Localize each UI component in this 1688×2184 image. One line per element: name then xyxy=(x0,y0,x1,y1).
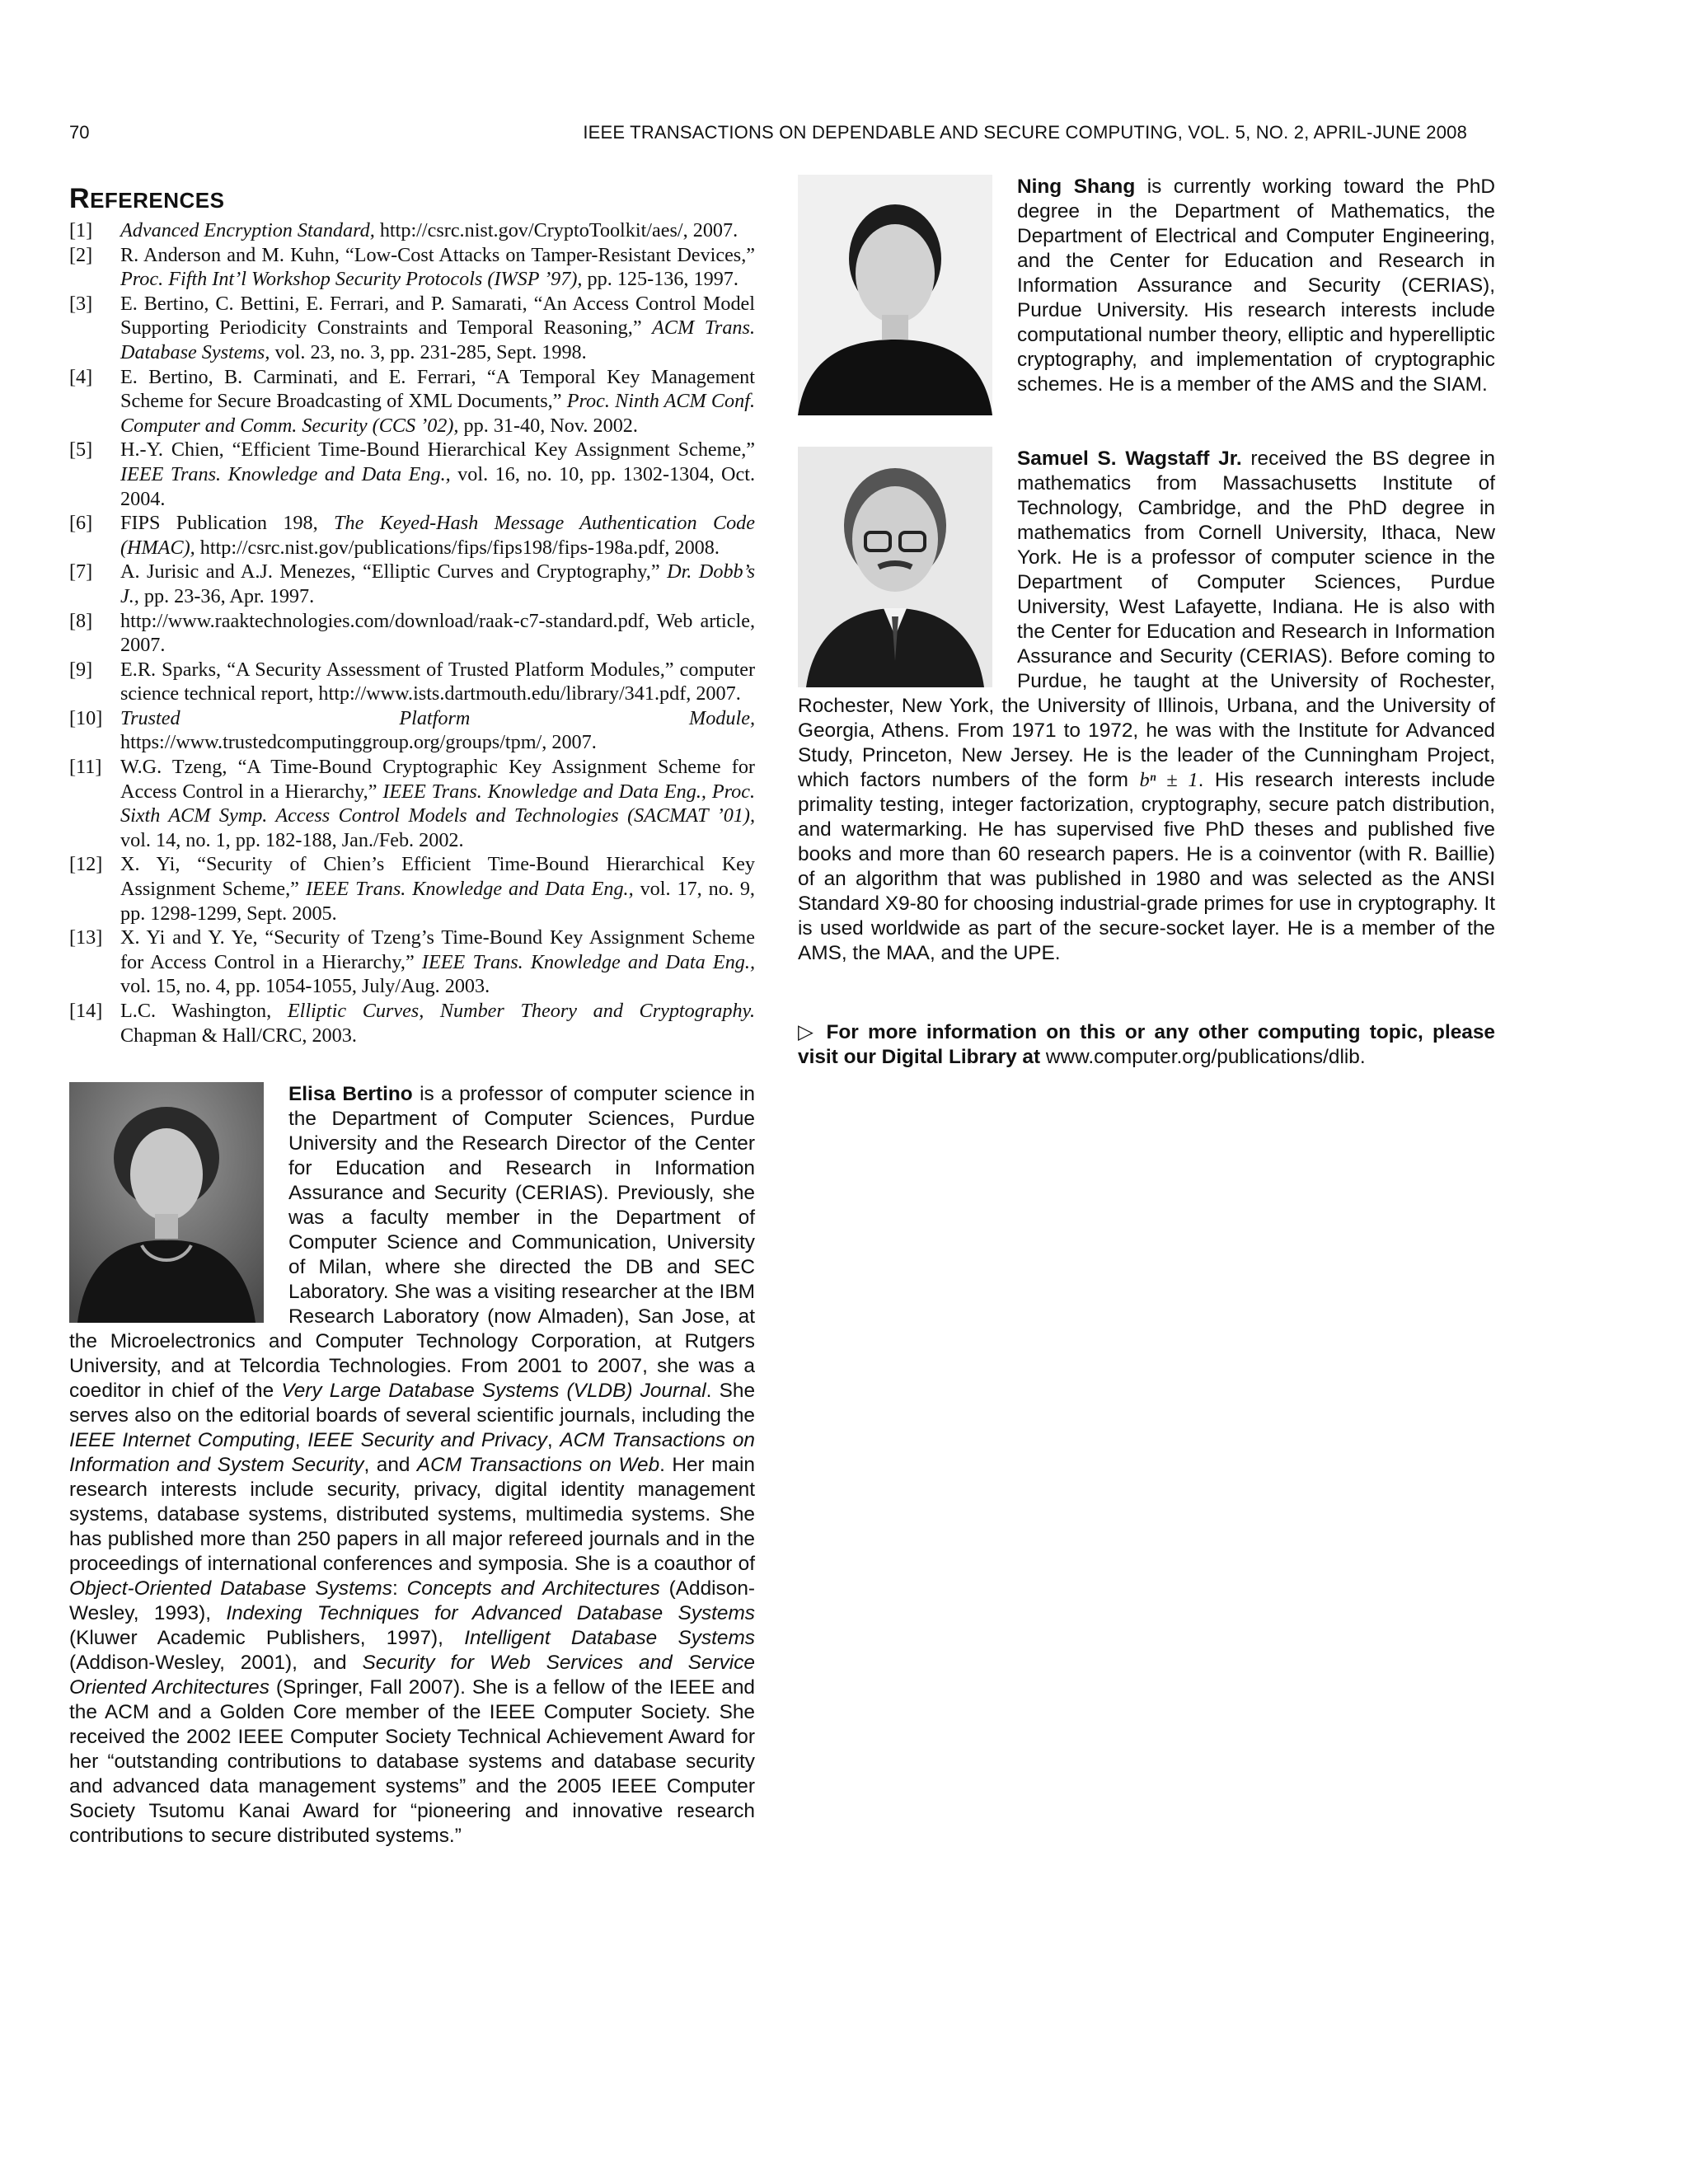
page-number: 70 xyxy=(69,122,90,143)
reference-item xyxy=(69,292,755,365)
text-run: pp. 125-136, 1997. xyxy=(582,268,738,291)
reference-number: [8] xyxy=(69,609,93,632)
reference-number: [6] xyxy=(69,512,93,535)
reference-text xyxy=(120,755,755,852)
reference-text xyxy=(120,292,755,365)
text-run: http://csrc.nist.gov/publications/fips/fips198/fips-198a.pdf, 2008. xyxy=(195,536,720,559)
text-run: Advanced Encryption Standard, xyxy=(120,219,375,241)
text-run: W.G. Tzeng, “A Time-Bound Cryptographic Key Assignment Scheme for Access Control in a Hierarchy,” xyxy=(120,756,755,803)
text-run: vol. 17, no. 9, pp. 1298-1299, Sept. 2005. xyxy=(120,878,755,925)
text-run: Trusted Platform Module, xyxy=(120,706,755,729)
reference-item xyxy=(69,511,755,560)
bio-elisa-bertino xyxy=(69,1082,755,1849)
text-run: received the BS degree in mathematics from Massachusetts Institute of Technology, Cambridge, and the PhD degree in mathematics from Cornell University, Ithaca, New York. He is a professor of computer science in the Department of Computer Sciences, Purdue University, West Lafayette, Indiana. He is also with the Center for Education and Research in Information Assurance and Security (CERIAS). Before coming to Purdue, he taught at the University of Rochester, Rochester, New York, the University of Illinois, Urbana, and the University of Georgia, Athens. From 1971 to 1972, he was with the Institute for Advanced Study, Princeton, New Jersey. He is the leader of the Cunningham Project, which factors numbers of the form xyxy=(798,448,1495,791)
text-run: Elliptic Curves, Number Theory and Cryptography. xyxy=(287,1000,755,1022)
text-run: Elisa Bertino xyxy=(288,1083,413,1106)
text-run: FIPS Publication 198, xyxy=(120,512,335,535)
reference-text xyxy=(120,243,755,292)
journal-title: IEEE TRANSACTIONS ON DEPENDABLE AND SECURE COMPUTING, VOL. 5, NO. 2, APRIL-JUNE 2008 xyxy=(583,122,1467,143)
text-run: H.-Y. Chien, “Efficient Time-Bound Hierarchical Key Assignment Scheme,” xyxy=(120,438,755,462)
text-run: is a professor of computer science in the Department of Computer Sciences, Purdue University and the Research Director of the Center for Education and Research in Information Assurance and Security (CERIAS). Previously, she was a faculty member in the Department of Computer Science and Communication, University of Milan, where she directed the DB and SEC Laboratory. She was a visiting researcher at the IBM Research Laboratory (now Almaden), San Jose, at the Microelectronics and Computer Technology Corporation, at Rutgers University, and at Telcordia Technologies. From 2001 to 2007, she was a coeditor in chief of the xyxy=(69,1083,755,1403)
reference-item xyxy=(69,365,755,438)
reference-list xyxy=(69,218,755,1047)
text-run: Proc. Fifth Int’l Workshop Security Protocols (IWSP ’97), xyxy=(120,268,583,291)
bio-ning-shang xyxy=(798,175,1495,419)
photo-ning-shang xyxy=(798,175,992,415)
reference-number: [11] xyxy=(69,756,102,779)
text-run: The Keyed-Hash Message Authentication Code (HMAC), xyxy=(120,512,756,559)
text-run: : xyxy=(392,1577,407,1601)
digital-library-text: For more information on this or any other computing topic, please visit our Digital Library at xyxy=(798,1021,1495,1068)
reference-item xyxy=(69,706,755,755)
text-run: (Addison-Wesley, 2001), and xyxy=(69,1652,363,1675)
reference-text xyxy=(120,852,755,926)
text-run: . She serves also on the editorial boards of several scientific journals, including the xyxy=(69,1380,756,1427)
text-run: IEEE Trans. Knowledge and Data Eng., Proc. Sixth ACM Symp. Access Control Models and Technologies (SACMAT ’01), xyxy=(120,780,755,827)
reference-text xyxy=(120,511,755,560)
text-run: (Kluwer Academic Publishers, 1997), xyxy=(69,1627,465,1650)
reference-item xyxy=(69,218,755,243)
reference-number: [9] xyxy=(69,658,93,681)
text-run: Dr. Dobb’s J., xyxy=(120,560,755,607)
reference-item xyxy=(69,438,755,511)
text-run: A. Jurisic and A.J. Menezes, “Elliptic Curves and Cryptography,” xyxy=(120,560,668,583)
text-run: Object-Oriented Database Systems xyxy=(69,1577,392,1601)
text-run: pp. 23-36, Apr. 1997. xyxy=(138,584,315,607)
reference-text xyxy=(120,999,755,1047)
reference-item xyxy=(69,755,755,852)
reference-number: [12] xyxy=(69,853,103,876)
digital-library-link[interactable]: www.computer.org/publications/dlib. xyxy=(1045,1046,1366,1068)
digital-library-note xyxy=(798,1020,1495,1070)
text-run: https://www.trustedcomputinggroup.org/groups/tpm/, 2007. xyxy=(120,731,597,754)
text-run: ACM Trans. Database Systems, xyxy=(120,316,755,363)
text-run: is currently working toward the PhD degree in the Department of Mathematics, the Department of Electrical and Computer Engineering, and the Center for Education and Research in Information Assurance and Security (CERIAS), Purdue University. His research interests include computational number theory, elliptic and hyperelliptic cryptography, and implementation of cryptographic schemes. He is a member of the AMS and the SIAM. xyxy=(1017,176,1496,396)
text-run: , xyxy=(294,1429,308,1452)
text-run: (Addison-Wesley, 1993), xyxy=(69,1577,756,1625)
reference-item xyxy=(69,658,755,706)
text-run: Very Large Database Systems (VLDB) Journal xyxy=(281,1380,706,1403)
reference-item xyxy=(69,560,755,608)
text-run: Security for Web Services and Service Oriented Architectures xyxy=(69,1652,755,1699)
text-run: Intelligent Database Systems xyxy=(464,1627,755,1650)
reference-text xyxy=(120,926,755,999)
text-run: http://csrc.nist.gov/CryptoToolkit/aes/, 2007. xyxy=(374,219,738,241)
text-run: Proc. Ninth ACM Conf. Computer and Comm. Security (CCS ’02), xyxy=(120,390,755,437)
reference-number: [3] xyxy=(69,292,93,315)
text-run: vol. 16, no. 10, pp. 1302-1304, Oct. 2004. xyxy=(120,462,755,510)
text-run: ACM Transactions on Web xyxy=(416,1454,660,1477)
reference-number: [5] xyxy=(69,438,93,462)
text-run: pp. 31-40, Nov. 2002. xyxy=(458,414,638,437)
text-run: Concepts and Architectures xyxy=(406,1577,660,1601)
text-run: vol. 23, no. 3, pp. 231-285, Sept. 1998. xyxy=(270,340,587,363)
running-header xyxy=(69,122,1467,150)
text-run: Chapman & Hall/CRC, 2003. xyxy=(120,1024,357,1047)
text-run: X. Yi, “Security of Chien’s Efficient Time-Bound Hierarchical Key Assignment Scheme,” xyxy=(120,853,755,901)
text-run: L.C. Washington, xyxy=(120,1000,288,1022)
text-run: IEEE Trans. Knowledge and Data Eng., xyxy=(421,950,755,973)
reference-text xyxy=(120,706,755,755)
text-run: E.R. Sparks, “A Security Assessment of Trusted Platform Modules,” computer science technical report, http://www.ists.dartmouth.edu/library/341.pdf, 2007. xyxy=(120,658,755,705)
text-run: http://www.raaktechnologies.com/download/raak-c7-standard.pdf, Web article, 2007. xyxy=(120,609,755,657)
text-run: IEEE Internet Computing xyxy=(69,1429,295,1452)
reference-text xyxy=(120,365,755,438)
text-run: IEEE Trans. Knowledge and Data Eng., xyxy=(305,878,634,901)
reference-number: [14] xyxy=(69,1000,103,1022)
text-run: Samuel S. Wagstaff Jr. xyxy=(1017,448,1242,470)
text-run: . His research interests include primality testing, integer factorization, cryptography, secure patch distribution, and watermarking. He has supervised five PhD theses and published five books and more than 60 research papers. He is a coinventor (with R. Baillie) of an algorithm that was published in 1980 and was selected as the ANSI Standard X9-80 for choosing industrial-grade primes for use in cryptography. It is used worldwide as part of the secure-socket layer. He is a member of the AMS, the MAA, and the UPE. xyxy=(798,769,1495,964)
right-column xyxy=(798,175,1495,1070)
photo-elisa-bertino xyxy=(69,1082,264,1323)
text-run: bⁿ ± 1 xyxy=(1139,769,1198,791)
left-column xyxy=(69,183,755,1849)
reference-item xyxy=(69,999,755,1047)
reference-text xyxy=(120,658,755,706)
text-run: vol. 15, no. 4, pp. 1054-1055, July/Aug. 2003. xyxy=(120,975,490,998)
reference-text xyxy=(120,438,755,511)
text-run: ACM Transactions on Information and System Security xyxy=(69,1429,756,1477)
reference-item xyxy=(69,609,755,658)
reference-number: [7] xyxy=(69,560,93,583)
reference-number: [2] xyxy=(69,243,93,266)
reference-item xyxy=(69,926,755,999)
photo-samuel-wagstaff xyxy=(798,447,992,687)
reference-text xyxy=(120,218,755,243)
reference-number: [13] xyxy=(69,926,103,949)
bio-samuel-wagstaff xyxy=(798,447,1495,966)
text-run: X. Yi and Y. Ye, “Security of Tzeng’s Time-Bound Key Assignment Scheme for Access Control in a Hierarchy,” xyxy=(120,926,755,973)
text-run: (Springer, Fall 2007). She is a fellow of the IEEE and the ACM and a Golden Core member of the IEEE Computer Society. She received the 2002 IEEE Computer Society Technical Achievement Award for her “outstanding contributions to database systems and database security and advanced data management systems” and the 2005 IEEE Computer Society Tsutomu Kanai Award for “pioneering and innovative research contributions to secure distributed systems.” xyxy=(69,1676,755,1848)
reference-text xyxy=(120,609,755,658)
text-run: Ning Shang xyxy=(1017,176,1136,198)
text-run: Indexing Techniques for Advanced Database Systems xyxy=(226,1602,756,1625)
text-run: E. Bertino, B. Carminati, and E. Ferrari, “A Temporal Key Management Scheme for Secure Broadcasting of XML Documents,” xyxy=(120,365,755,413)
text-run: vol. 14, no. 1, pp. 182-188, Jan./Feb. 2002. xyxy=(120,828,464,851)
text-run: , xyxy=(546,1429,560,1452)
reference-item xyxy=(69,852,755,926)
triangle-marker-icon: ▷ xyxy=(798,1021,818,1043)
text-run: E. Bertino, C. Bettini, E. Ferrari, and P. Samarati, “An Access Control Model Supporting Periodicity Constraints and Temporal Reasoning,” xyxy=(120,292,755,340)
text-run: IEEE Security and Privacy xyxy=(307,1429,547,1452)
reference-number: [1] xyxy=(69,219,93,241)
text-run: . Her main research interests include security, privacy, digital identity management systems, database systems, distributed systems, multimedia systems. She has published more than 250 papers in all major refereed journals and in the proceedings of international conferences and symposia. She is a coauthor of xyxy=(69,1454,756,1576)
reference-number: [10] xyxy=(69,706,103,729)
references-heading: REFERENCES xyxy=(69,183,225,214)
reference-text xyxy=(120,560,755,608)
text-run: , and xyxy=(363,1454,417,1477)
text-run: R. Anderson and M. Kuhn, “Low-Cost Attacks on Tamper-Resistant Devices,” xyxy=(120,243,755,266)
text-run: IEEE Trans. Knowledge and Data Eng., xyxy=(120,462,451,485)
reference-item xyxy=(69,243,755,292)
reference-number: [4] xyxy=(69,365,93,388)
